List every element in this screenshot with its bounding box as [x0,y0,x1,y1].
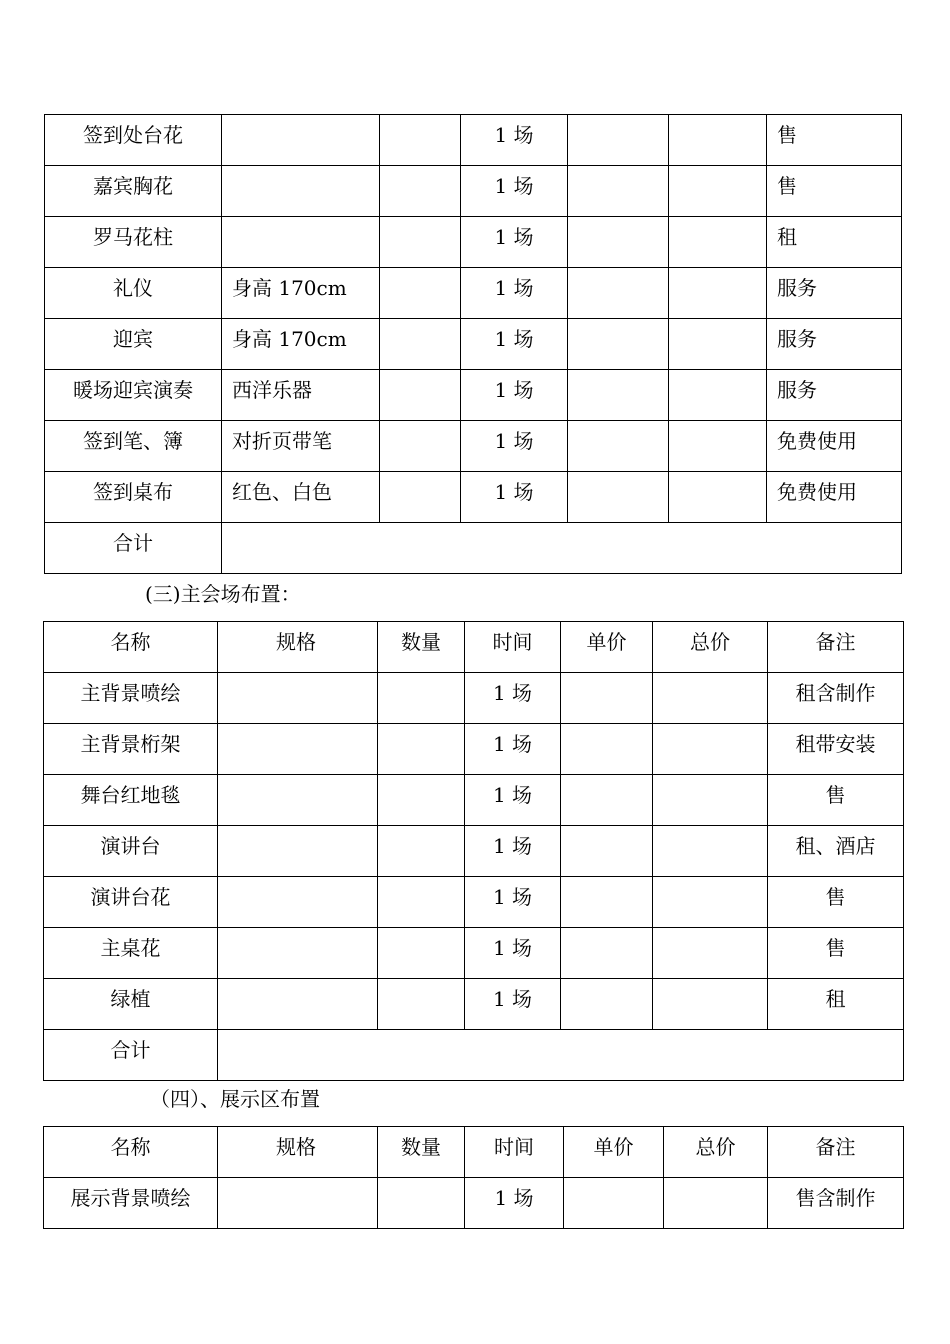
cell-remark: 租 [767,217,902,268]
total-row [45,523,902,574]
cell-unit-price [568,217,669,268]
cell-remark: 免费使用 [767,472,902,523]
cell-unit-price [561,826,653,877]
cell-time: 1 场 [461,166,568,217]
cell-spec: 对折页带笔 [222,421,380,472]
cell-spec: 身高 170cm [222,268,380,319]
cell-qty [378,877,465,928]
section-heading-exhibition-area: （四）、展示区布置 [150,1087,320,1111]
total-label: 合计 [44,1030,218,1081]
total-value [218,1030,904,1081]
cell-name: 舞台红地毯 [44,775,218,826]
cell-spec [218,724,378,775]
cell-name: 主背景喷绘 [44,673,218,724]
cell-remark: 售 [768,877,904,928]
cell-unit-price [568,115,669,166]
cell-spec [222,217,380,268]
cell-time: 1 场 [461,115,568,166]
table-row [44,928,904,979]
cell-remark: 售 [768,775,904,826]
cell-remark: 租带安装 [768,724,904,775]
table-row [45,421,902,472]
cell-qty [378,673,465,724]
cell-qty [378,1178,465,1229]
cell-time: 1 场 [461,472,568,523]
column-header: 规格 [218,622,378,673]
cell-remark: 售 [767,115,902,166]
cell-total-price [653,673,768,724]
header-row [44,622,904,673]
cell-spec: 红色、白色 [222,472,380,523]
cell-time: 1 场 [461,268,568,319]
table-row [44,724,904,775]
cell-total-price [669,115,767,166]
cell-spec [218,877,378,928]
cell-qty [378,928,465,979]
cell-name: 罗马花柱 [45,217,222,268]
cell-unit-price [568,370,669,421]
total-label: 合计 [45,523,222,574]
cell-total-price [669,370,767,421]
table-row [44,775,904,826]
cell-name: 嘉宾胸花 [45,166,222,217]
cell-name: 主桌花 [44,928,218,979]
cell-total-price [653,928,768,979]
cell-unit-price [568,472,669,523]
cell-name: 暖场迎宾演奏 [45,370,222,421]
cell-name: 展示背景喷绘 [44,1178,218,1229]
cell-qty [378,979,465,1030]
column-header: 总价 [664,1127,768,1178]
cell-remark: 售 [768,928,904,979]
cell-total-price [669,217,767,268]
cell-remark: 售含制作 [768,1178,904,1229]
cell-unit-price [561,877,653,928]
cell-spec [218,775,378,826]
table-row [44,979,904,1030]
total-row [44,1030,904,1081]
cell-total-price [664,1178,768,1229]
total-value [222,523,902,574]
column-header: 数量 [378,1127,465,1178]
cell-qty [380,421,461,472]
cell-unit-price [568,268,669,319]
cell-qty [378,775,465,826]
cell-name: 签到处台花 [45,115,222,166]
column-header: 名称 [44,1127,218,1178]
cell-spec [218,826,378,877]
cell-time: 1 场 [461,319,568,370]
column-header: 备注 [768,622,904,673]
cell-spec [222,115,380,166]
cell-qty [380,115,461,166]
header-row [44,1127,904,1178]
cell-qty [380,370,461,421]
cell-qty [380,268,461,319]
cell-name: 礼仪 [45,268,222,319]
cell-time: 1 场 [465,724,561,775]
table-row [45,166,902,217]
cell-total-price [669,166,767,217]
cell-time: 1 场 [461,217,568,268]
cell-remark: 服务 [767,370,902,421]
table-exhibition-area [43,1126,904,1229]
cell-qty [380,472,461,523]
cell-spec [218,673,378,724]
cell-total-price [669,472,767,523]
cell-total-price [653,724,768,775]
cell-unit-price [561,673,653,724]
cell-time: 1 场 [465,775,561,826]
cell-name: 签到桌布 [45,472,222,523]
section-heading-main-venue: (三)主会场布置： [145,582,301,606]
table-row [45,115,902,166]
cell-qty [378,724,465,775]
table-row [44,826,904,877]
cell-name: 绿植 [44,979,218,1030]
cell-time: 1 场 [465,826,561,877]
table-row [45,319,902,370]
table-row [44,1178,904,1229]
table-sign-in-area [44,114,902,574]
cell-unit-price [564,1178,664,1229]
column-header: 时间 [465,622,561,673]
column-header: 名称 [44,622,218,673]
column-header: 时间 [465,1127,564,1178]
cell-total-price [653,979,768,1030]
column-header: 备注 [768,1127,904,1178]
cell-spec [222,166,380,217]
cell-total-price [669,268,767,319]
cell-unit-price [568,319,669,370]
cell-unit-price [561,928,653,979]
cell-qty [380,217,461,268]
cell-spec [218,979,378,1030]
cell-time: 1 场 [465,979,561,1030]
cell-spec [218,928,378,979]
cell-spec [218,1178,378,1229]
cell-remark: 售 [767,166,902,217]
column-header: 单价 [561,622,653,673]
cell-remark: 租含制作 [768,673,904,724]
table-row [44,877,904,928]
cell-unit-price [568,166,669,217]
cell-unit-price [561,775,653,826]
cell-time: 1 场 [461,421,568,472]
cell-qty [380,166,461,217]
column-header: 单价 [564,1127,664,1178]
cell-time: 1 场 [465,1178,564,1229]
column-header: 规格 [218,1127,378,1178]
cell-time: 1 场 [465,877,561,928]
cell-qty [380,319,461,370]
cell-remark: 服务 [767,268,902,319]
table-main-venue [43,621,904,1081]
cell-remark: 免费使用 [767,421,902,472]
table-row [45,370,902,421]
table-row [44,673,904,724]
cell-spec: 身高 170cm [222,319,380,370]
cell-time: 1 场 [461,370,568,421]
column-header: 数量 [378,622,465,673]
cell-total-price [653,877,768,928]
cell-unit-price [568,421,669,472]
table-row [45,268,902,319]
cell-total-price [669,319,767,370]
cell-spec: 西洋乐器 [222,370,380,421]
cell-remark: 服务 [767,319,902,370]
cell-unit-price [561,979,653,1030]
table-row [45,217,902,268]
cell-qty [378,826,465,877]
cell-time: 1 场 [465,673,561,724]
cell-time: 1 场 [465,928,561,979]
cell-remark: 租、酒店 [768,826,904,877]
column-header: 总价 [653,622,768,673]
cell-unit-price [561,724,653,775]
cell-name: 演讲台花 [44,877,218,928]
cell-name: 迎宾 [45,319,222,370]
cell-remark: 租 [768,979,904,1030]
cell-total-price [653,826,768,877]
cell-name: 签到笔、簿 [45,421,222,472]
cell-total-price [669,421,767,472]
cell-name: 演讲台 [44,826,218,877]
cell-name: 主背景桁架 [44,724,218,775]
table-row [45,472,902,523]
cell-total-price [653,775,768,826]
